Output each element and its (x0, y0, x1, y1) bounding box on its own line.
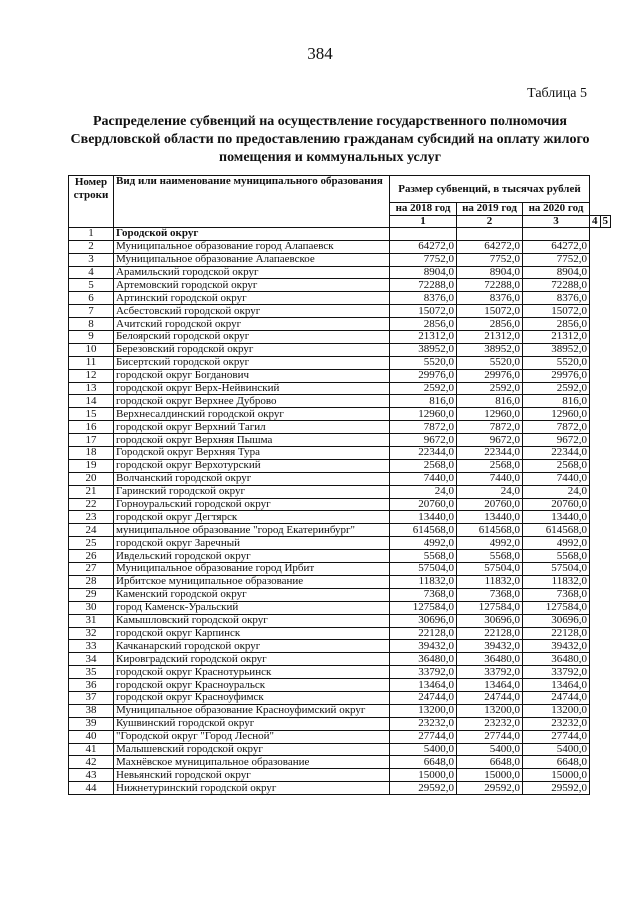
amount-2019: 2856,0 (457, 318, 523, 331)
row-number: 16 (69, 421, 114, 434)
municipality-name: городской округ Верхняя Пышма (114, 434, 390, 447)
amount-2019: 12960,0 (457, 408, 523, 421)
amount-2020: 8376,0 (523, 292, 590, 305)
amount-2019: 2592,0 (457, 382, 523, 395)
municipality-name: Ивдельский городской округ (114, 550, 390, 563)
municipality-name: Гаринский городской округ (114, 485, 390, 498)
row-number: 32 (69, 627, 114, 640)
amount-2019: 27744,0 (457, 730, 523, 743)
table-row (69, 627, 611, 640)
table-row (69, 459, 611, 472)
row-number: 23 (69, 511, 114, 524)
table-label: Таблица 5 (527, 86, 587, 101)
row-number: 25 (69, 537, 114, 550)
group-row (69, 227, 611, 240)
row-number: 5 (69, 279, 114, 292)
table-row (69, 704, 611, 717)
amount-2018: 2856,0 (390, 318, 457, 331)
amount-2018: 2568,0 (390, 459, 457, 472)
amount-2020: 24,0 (523, 485, 590, 498)
table-row (69, 679, 611, 692)
amount-2018: 27744,0 (390, 730, 457, 743)
table-row (69, 588, 611, 601)
amount-2019: 36480,0 (457, 653, 523, 666)
row-number: 44 (69, 782, 114, 795)
row-number: 3 (69, 253, 114, 266)
amount-2019: 29976,0 (457, 369, 523, 382)
amount-2020: 614568,0 (523, 524, 590, 537)
municipality-name: Нижнетуринский городской округ (114, 782, 390, 795)
municipality-name: Муниципальное образование город Алапаевск (114, 240, 390, 253)
row-number: 39 (69, 717, 114, 730)
amount-2018: 30696,0 (390, 614, 457, 627)
amount-2020: 9672,0 (523, 434, 590, 447)
row-number: 20 (69, 472, 114, 485)
amount-2020: 64272,0 (523, 240, 590, 253)
amount-2020: 29976,0 (523, 369, 590, 382)
amount-2018: 816,0 (390, 395, 457, 408)
table-row (69, 666, 611, 679)
table-row (69, 369, 611, 382)
table-row (69, 253, 611, 266)
row-number: 6 (69, 292, 114, 305)
amount-2020: 7872,0 (523, 421, 590, 434)
row-number: 30 (69, 601, 114, 614)
amount-2018: 9672,0 (390, 434, 457, 447)
amount-2019: 22344,0 (457, 447, 523, 460)
municipality-name: городской округ Богданович (114, 369, 390, 382)
table-row (69, 640, 611, 653)
amount-2020: 15072,0 (523, 305, 590, 318)
table-row (69, 240, 611, 253)
row-number: 15 (69, 408, 114, 421)
amount-2020: 22344,0 (523, 447, 590, 460)
document-title: Распределение субвенций на осуществление государственного полномочия Свердловской области по предоставлению гражданам субсидий на оплату жилого помещения и коммунальных услуг (70, 114, 590, 165)
page-number: 384 (307, 44, 333, 63)
municipality-name: Каменский городской округ (114, 588, 390, 601)
amount-2018: 8904,0 (390, 266, 457, 279)
row-number: 26 (69, 550, 114, 563)
table-row (69, 434, 611, 447)
amount-2018: 614568,0 (390, 524, 457, 537)
amount-2020: 13200,0 (523, 704, 590, 717)
amount-2018: 7752,0 (390, 253, 457, 266)
row-number: 8 (69, 318, 114, 331)
amount-2018: 5400,0 (390, 743, 457, 756)
amount-2020: 24744,0 (523, 691, 590, 704)
amount-2020: 6648,0 (523, 756, 590, 769)
municipality-name: Городской округ Верхняя Тура (114, 447, 390, 460)
amount-2018: 8376,0 (390, 292, 457, 305)
row-number: 12 (69, 369, 114, 382)
amount-2018: 33792,0 (390, 666, 457, 679)
municipality-name: Асбестовский городской округ (114, 305, 390, 318)
row-number: 17 (69, 434, 114, 447)
amount-2018: 36480,0 (390, 653, 457, 666)
table-row (69, 447, 611, 460)
amount-2019: 15072,0 (457, 305, 523, 318)
amount-2020: 33792,0 (523, 666, 590, 679)
amount-2018: 13200,0 (390, 704, 457, 717)
amount-2020: 2856,0 (523, 318, 590, 331)
table-row (69, 537, 611, 550)
amount-2019: 7752,0 (457, 253, 523, 266)
amount-2019: 7368,0 (457, 588, 523, 601)
row-number: 37 (69, 691, 114, 704)
amount-2019: 5520,0 (457, 356, 523, 369)
table-row (69, 266, 611, 279)
row-number: 24 (69, 524, 114, 537)
amount-2020: 12960,0 (523, 408, 590, 421)
header-2018: на 2018 год (390, 203, 457, 216)
group-name: Городской округ (114, 227, 390, 240)
amount-2020: 5520,0 (523, 356, 590, 369)
municipality-name: Артемовский городской округ (114, 279, 390, 292)
table-row (69, 318, 611, 331)
row-number: 41 (69, 743, 114, 756)
amount-2019: 38952,0 (457, 343, 523, 356)
amount-2019: 39432,0 (457, 640, 523, 653)
amount-2018: 6648,0 (390, 756, 457, 769)
row-number: 29 (69, 588, 114, 601)
row-number: 43 (69, 769, 114, 782)
row-number: 11 (69, 356, 114, 369)
row-number: 27 (69, 563, 114, 576)
row-number: 38 (69, 704, 114, 717)
table-row (69, 485, 611, 498)
table-row (69, 601, 611, 614)
amount-2020: 5568,0 (523, 550, 590, 563)
municipality-name: Кушвинский городской округ (114, 717, 390, 730)
amount-2019: 11832,0 (457, 575, 523, 588)
municipality-name: Горноуральский городской округ (114, 498, 390, 511)
amount-2019: 20760,0 (457, 498, 523, 511)
row-number: 21 (69, 485, 114, 498)
table-row (69, 408, 611, 421)
municipality-name: Малышевский городской округ (114, 743, 390, 756)
municipality-name: Муниципальное образование Алапаевское (114, 253, 390, 266)
municipality-name: городской округ Верхний Тагил (114, 421, 390, 434)
municipality-name: городской округ Дегтярск (114, 511, 390, 524)
amount-2019: 13464,0 (457, 679, 523, 692)
amount-2019: 9672,0 (457, 434, 523, 447)
table-row (69, 305, 611, 318)
municipality-name: муниципальное образование "город Екатеринбург" (114, 524, 390, 537)
table-row (69, 498, 611, 511)
table-row (69, 550, 611, 563)
table-row (69, 524, 611, 537)
row-number: 31 (69, 614, 114, 627)
amount-2018: 38952,0 (390, 343, 457, 356)
amount-2020: 816,0 (523, 395, 590, 408)
row-number: 18 (69, 447, 114, 460)
municipality-name: городской округ Красноуральск (114, 679, 390, 692)
row-number: 33 (69, 640, 114, 653)
amount-2018: 15072,0 (390, 305, 457, 318)
table-row (69, 782, 611, 795)
municipality-name: Кировградский городской округ (114, 653, 390, 666)
municipality-name: Верхнесалдинский городской округ (114, 408, 390, 421)
amount-2018: 13464,0 (390, 679, 457, 692)
municipality-name: городской округ Верхнее Дуброво (114, 395, 390, 408)
amount-2018: 5520,0 (390, 356, 457, 369)
table-row (69, 472, 611, 485)
amount-2018: 72288,0 (390, 279, 457, 292)
amount-2018: 29592,0 (390, 782, 457, 795)
municipality-name: городской округ Заречный (114, 537, 390, 550)
amount-2018: 57504,0 (390, 563, 457, 576)
header-row-number: Номер строки (69, 176, 114, 228)
municipality-name: город Каменск-Уральский (114, 601, 390, 614)
column-number: 5 (600, 215, 611, 227)
amount-2020: 30696,0 (523, 614, 590, 627)
row-number: 13 (69, 382, 114, 395)
amount-2019: 21312,0 (457, 331, 523, 344)
table-row (69, 730, 611, 743)
header-name: Вид или наименование муниципального образования (114, 176, 390, 228)
header-amount-group: Размер субвенций, в тысячах рублей (390, 176, 590, 203)
amount-2019: 4992,0 (457, 537, 523, 550)
amount-2020: 11832,0 (523, 575, 590, 588)
table-row (69, 756, 611, 769)
column-number: 3 (523, 215, 590, 227)
column-number: 2 (457, 215, 523, 227)
amount-2019: 5400,0 (457, 743, 523, 756)
table-row (69, 563, 611, 576)
amount-2020: 7440,0 (523, 472, 590, 485)
row-number: 22 (69, 498, 114, 511)
municipality-name: городской округ Краснотурьинск (114, 666, 390, 679)
table-row (69, 653, 611, 666)
amount-2020: 20760,0 (523, 498, 590, 511)
amount-2019: 816,0 (457, 395, 523, 408)
amount-2020: 36480,0 (523, 653, 590, 666)
amount-2018: 21312,0 (390, 331, 457, 344)
amount-2018: 29976,0 (390, 369, 457, 382)
amount-2020: 38952,0 (523, 343, 590, 356)
amount-2019: 57504,0 (457, 563, 523, 576)
amount-2020: 27744,0 (523, 730, 590, 743)
row-number: 14 (69, 395, 114, 408)
row-number: 40 (69, 730, 114, 743)
amount-2020: 13440,0 (523, 511, 590, 524)
table-row (69, 331, 611, 344)
amount-2018: 4992,0 (390, 537, 457, 550)
row-number: 35 (69, 666, 114, 679)
table-row (69, 717, 611, 730)
row-number: 2 (69, 240, 114, 253)
amount-2018: 7440,0 (390, 472, 457, 485)
municipality-name: Арамильский городской округ (114, 266, 390, 279)
municipality-name: Бисертский городской округ (114, 356, 390, 369)
table-row (69, 343, 611, 356)
amount-2019: 6648,0 (457, 756, 523, 769)
amount-2018: 24744,0 (390, 691, 457, 704)
amount-2019: 24,0 (457, 485, 523, 498)
amount-2019: 22128,0 (457, 627, 523, 640)
amount-2019: 7440,0 (457, 472, 523, 485)
table-row (69, 743, 611, 756)
row-number: 42 (69, 756, 114, 769)
amount-2018: 20760,0 (390, 498, 457, 511)
amount-2019: 64272,0 (457, 240, 523, 253)
municipality-name: Муниципальное образование город Ирбит (114, 563, 390, 576)
amount-2020: 2568,0 (523, 459, 590, 472)
row-number: 36 (69, 679, 114, 692)
row-number: 34 (69, 653, 114, 666)
amount-2020: 39432,0 (523, 640, 590, 653)
amount-2018: 24,0 (390, 485, 457, 498)
amount-2020: 13464,0 (523, 679, 590, 692)
column-number: 4 (590, 215, 601, 227)
municipality-name: Махнёвское муниципальное образование (114, 756, 390, 769)
subsidies-table (68, 175, 611, 795)
row-number: 19 (69, 459, 114, 472)
municipality-name: Камышловский городской округ (114, 614, 390, 627)
table-row (69, 769, 611, 782)
municipality-name: "Городской округ "Город Лесной" (114, 730, 390, 743)
amount-2019: 13440,0 (457, 511, 523, 524)
amount-2020: 5400,0 (523, 743, 590, 756)
amount-2019: 29592,0 (457, 782, 523, 795)
amount-2020: 7752,0 (523, 253, 590, 266)
amount-2020: 4992,0 (523, 537, 590, 550)
row-number: 4 (69, 266, 114, 279)
row-number: 28 (69, 575, 114, 588)
row-number: 10 (69, 343, 114, 356)
amount-2019: 72288,0 (457, 279, 523, 292)
amount-2019: 24744,0 (457, 691, 523, 704)
amount-2020: 2592,0 (523, 382, 590, 395)
amount-2019: 2568,0 (457, 459, 523, 472)
amount-2019: 23232,0 (457, 717, 523, 730)
amount-2018: 15000,0 (390, 769, 457, 782)
amount-2018: 39432,0 (390, 640, 457, 653)
amount-2020: 57504,0 (523, 563, 590, 576)
municipality-name: Артинский городской округ (114, 292, 390, 305)
row-number: 9 (69, 331, 114, 344)
table-row (69, 279, 611, 292)
amount-2019: 15000,0 (457, 769, 523, 782)
municipality-name: городской округ Карпинск (114, 627, 390, 640)
table-row (69, 421, 611, 434)
municipality-name: Белоярский городской округ (114, 331, 390, 344)
amount-2020: 72288,0 (523, 279, 590, 292)
header-2019: на 2019 год (457, 203, 523, 216)
amount-2018: 127584,0 (390, 601, 457, 614)
municipality-name: Качканарский городской округ (114, 640, 390, 653)
table-row (69, 691, 611, 704)
municipality-name: Невьянский городской округ (114, 769, 390, 782)
amount-2019: 33792,0 (457, 666, 523, 679)
amount-2020: 29592,0 (523, 782, 590, 795)
amount-2018: 22344,0 (390, 447, 457, 460)
amount-2019: 127584,0 (457, 601, 523, 614)
amount-2020: 22128,0 (523, 627, 590, 640)
municipality-name: городской округ Верхотурский (114, 459, 390, 472)
table-row (69, 292, 611, 305)
amount-2018: 13440,0 (390, 511, 457, 524)
amount-2018: 11832,0 (390, 575, 457, 588)
amount-2020: 8904,0 (523, 266, 590, 279)
municipality-name: Березовский городской округ (114, 343, 390, 356)
amount-2020: 7368,0 (523, 588, 590, 601)
municipality-name: городской округ Верх-Нейвинский (114, 382, 390, 395)
amount-2018: 23232,0 (390, 717, 457, 730)
amount-2018: 12960,0 (390, 408, 457, 421)
amount-2019: 5568,0 (457, 550, 523, 563)
amount-2020: 21312,0 (523, 331, 590, 344)
amount-2020: 23232,0 (523, 717, 590, 730)
amount-2018: 7368,0 (390, 588, 457, 601)
municipality-name: городской округ Красноуфимск (114, 691, 390, 704)
row-number: 7 (69, 305, 114, 318)
amount-2020: 15000,0 (523, 769, 590, 782)
amount-2018: 2592,0 (390, 382, 457, 395)
amount-2019: 7872,0 (457, 421, 523, 434)
column-number: 1 (390, 215, 457, 227)
table-row (69, 575, 611, 588)
table-row (69, 395, 611, 408)
header-2020: на 2020 год (523, 203, 590, 216)
amount-2019: 30696,0 (457, 614, 523, 627)
amount-2020: 127584,0 (523, 601, 590, 614)
amount-2018: 7872,0 (390, 421, 457, 434)
table-row (69, 382, 611, 395)
amount-2018: 64272,0 (390, 240, 457, 253)
table-row (69, 511, 611, 524)
municipality-name: Волчанский городской округ (114, 472, 390, 485)
municipality-name: Ачитский городской округ (114, 318, 390, 331)
amount-2019: 8376,0 (457, 292, 523, 305)
amount-2019: 8904,0 (457, 266, 523, 279)
table-row (69, 356, 611, 369)
row-number: 1 (69, 227, 114, 240)
municipality-name: Муниципальное образование Красноуфимский округ (114, 704, 390, 717)
amount-2018: 22128,0 (390, 627, 457, 640)
amount-2018: 5568,0 (390, 550, 457, 563)
table-row (69, 614, 611, 627)
amount-2019: 13200,0 (457, 704, 523, 717)
municipality-name: Ирбитское муниципальное образование (114, 575, 390, 588)
amount-2019: 614568,0 (457, 524, 523, 537)
